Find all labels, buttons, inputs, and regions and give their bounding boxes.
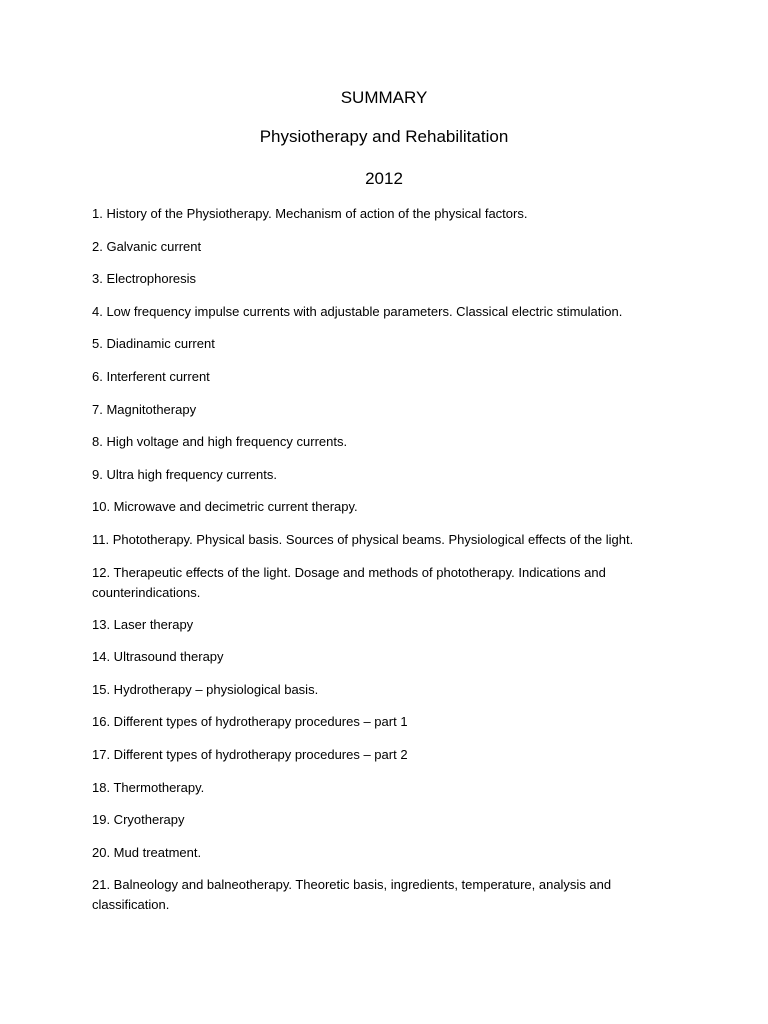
topic-item: 7. Magnitotherapy	[92, 401, 197, 417]
topic-item: 2. Galvanic current	[92, 238, 202, 254]
topic-list	[92, 204, 692, 927]
topic-item: 11. Phototherapy. Physical basis. Sources of physical beams. Physiological effects of the light.	[92, 531, 634, 547]
topic-item: 1. History of the Physiotherapy. Mechanism of action of the physical factors.	[92, 206, 528, 221]
topic-item: 21. Balneology and balneotherapy. Theoretic basis, ingredients, temperature, analysis and classification.	[92, 877, 612, 913]
topic-item: 3. Electrophoresis	[92, 271, 197, 287]
topic-item: 15. Hydrotherapy – physiological basis.	[92, 681, 319, 697]
topic-item: 10. Microwave and decimetric current therapy.	[92, 499, 358, 515]
topic-item: 9. Ultra high frequency currents.	[92, 466, 277, 482]
topic-item: 14. Ultrasound therapy	[92, 649, 224, 665]
document-year: 2012	[365, 169, 403, 188]
topic-item: 4. Low frequency impulse currents with adjustable parameters. Classical electric stimulation.	[92, 303, 623, 319]
topic-item: 13. Laser therapy	[92, 616, 194, 632]
document-title: SUMMARY	[340, 88, 428, 107]
topic-item: 5. Diadinamic current	[92, 336, 215, 352]
topic-item: 18. Thermotherapy.	[92, 779, 205, 795]
topic-item: 17. Different types of hydrotherapy procedures – part 2	[92, 746, 408, 762]
document-subject: Physiotherapy and Rehabilitation	[259, 127, 509, 146]
topic-item: 8. High voltage and high frequency currents.	[92, 434, 348, 450]
topic-item: 19. Cryotherapy	[92, 812, 185, 828]
topic-item: 6. Interferent current	[92, 368, 210, 384]
topic-item: 20. Mud treatment.	[92, 844, 202, 860]
topic-item: 12. Therapeutic effects of the light. Dosage and methods of phototherapy. Indications and counterindications.	[92, 564, 606, 600]
topic-item: 16. Different types of hydrotherapy procedures – part 1	[92, 714, 408, 730]
